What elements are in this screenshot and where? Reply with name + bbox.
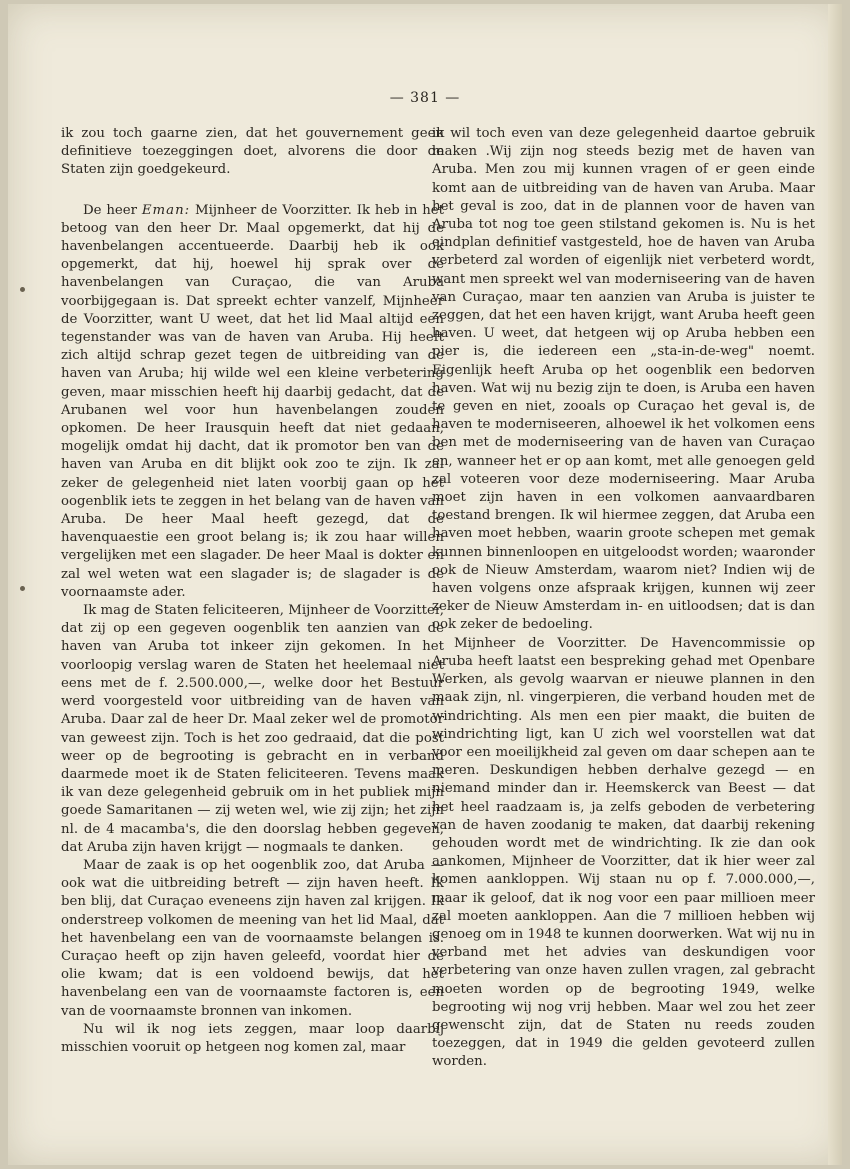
margin-mark bbox=[20, 287, 25, 292]
paragraph: Mijnheer de Voorzitter. De Havencommissie op Aruba heeft laatst een bespreking gehad met Openbare Werken, als gevolg waarvan er nieuwe plannen in den maak zijn, nl. vingerpieren, die verband houden met de windrichting. Als men een pier maakt, die buiten de windrichting ligt, kan U zich wel voorstellen wat dat voor een moeilijkheid zal geven om daar schepen aan te meren. Deskundigen hebben derhalve gezegd — en niemand minder dan ir. Heemskerck van Beest — dat het heel raadzaam is, ja zelfs geboden de verbetering van de haven zoodanig te maken, dat daarbij rekening gehouden wordt met de windrichting. Ik zie dan ook aankomen, Mijnheer de Voorzitter, dat ik hier weer zal komen aankloppen. Wij staan nu op f. 7.000.000,—, maar ik geloof, dat ik nog voor een paar millioen meer zal moeten aankloppen. Aan die 7 millioen hebben wij genoeg om in 1948 te kunnen doorwerken. Wat wij nu in verband met het advies van deskundigen voor verbetering van onze haven zullen vragen, zal gebracht moeten worden op de begrooting 1949, welke begrooting wij nog vrij hebben. Maar wel zou het zeer gewenscht zijn, dat de Staten nu reeds zouden toezeggen, dat in 1949 die gelden gevoteerd zullen worden. bbox=[432, 635, 815, 1070]
document-page bbox=[8, 4, 842, 1165]
paragraph: Maar de zaak is op het oogenblik zoo, dat Aruba — ook wat die uitbreiding betreft — zijn haven heeft. Ik ben blij, dat Curaçao eveneens zijn haven zal krijgen. Ik onderstreep volkomen de meening van het lid Maal, dat het havenbelang een van de voornaamste belangen is. Curaçao heeft op zijn haven geleefd, voordat hier de olie kwam; dat is een voldoend bewijs, dat het havenbelang een van de voornaamste factoren is, een van de voornaamste bronnen van inkomen. bbox=[61, 857, 444, 1019]
paragraph: Nu wil ik nog iets zeggen, maar loop daarbij misschien vooruit op hetgeen nog komen zal, maar bbox=[61, 1021, 444, 1055]
page-number: — 381 — bbox=[389, 90, 461, 106]
page-edge bbox=[828, 4, 842, 1165]
paragraph: Ik mag de Staten feliciteeren, Mijnheer de Voorzitter, dat zij op een gegeven oogenblik ten aanzien van de haven van Aruba tot inkeer zijn gekomen. In het voorloopig verslag waren de Staten het heelemaal niet eens met de f. 2.500.000,—, welke door het Bestuur werd voorgesteld voor uitbreiding van de haven van Aruba. Daar zal de heer Dr. Maal zeker wel de promotor van geweest zijn. Toch is het zoo gedraaid, dat die post weer op de begrooting is gebracht en in verband daarmede moet ik de Staten feliciteeren. Tevens maak ik van deze gelegenheid gebruik om in het publiek mijn goede Samaritanen — zij weten wel, wie zij zijn; het zijn nl. de 4 macamba's, die den doorslag hebben gegeven, dat Aruba zijn haven krijgt — nogmaals te danken. bbox=[61, 603, 444, 855]
margin-mark bbox=[20, 586, 25, 591]
speaker-name: Eman: bbox=[141, 202, 191, 218]
speaker-prefix: De heer bbox=[83, 202, 138, 218]
paragraph: ik zou toch gaarne zien, dat het gouvernement geen definitieve toezeggingen doet, alvorens die door de Staten zijn goedgekeurd. bbox=[61, 126, 444, 178]
speech-text: Mijnheer de Voorzitter. Ik heb in het betoog van den heer Dr. Maal opgemerkt, dat hij de havenbelangen accentueerde. Daarbij heb ik ook opgemerkt, dat hij, hoewel hij sprak over de havenbelangen van Curaçao, die van Aruba voorbijgegaan is. Dat spreekt echter vanzelf, Mijnheer de Voorzitter, want U weet, dat het lid Maal altijd een tegenstander was van de haven van Aruba. Hij heeft zich altijd schrap gezet tegen de uitbreiding van de haven van Aruba; hij wilde wel een kleine verbetering geven, maar misschien heeft hij daarbij gedacht, dat de Arubanen wel voor hun havenbelangen zouden opkomen. De heer Irausquin heeft dat niet gedaan, mogelijk omdat hij dacht, dat ik promotor ben van de haven van Aruba en dit blijkt ook zoo te zijn. Ik zal zeker de gelegenheid niet laten voorbij gaan op het oogenblik iets te zeggen in het belang van de haven van Aruba. De heer Maal heeft gezegd, dat de havenquaestie een groot belang is; ik zou haar willen vergelijken met een slagader. De heer Maal is dokter en zal wel weten wat een slagader is; de slagader is de voornaamste ader. bbox=[61, 202, 444, 600]
right-column bbox=[432, 125, 815, 1072]
speaker-paragraph bbox=[61, 202, 444, 602]
paragraph: ik wil toch even van deze gelegenheid daartoe gebruik maken .Wij zijn nog steeds bezig met de haven van Aruba. Men zou mij kunnen vragen of er geen einde komt aan de uitbreiding van de haven van Aruba. Maar het geval is zoo, dat in de plannen voor de haven van Aruba tot nog toe geen stilstand gekomen is. Nu is het eindplan definitief vastgesteld, hoe de haven van Aruba verbeterd zal worden of eigenlijk niet verbeterd wordt, want men spreekt wel van moderniseering van de haven van Curaçao, maar ten aanzien van Aruba is juister te zeggen, dat het een haven krijgt, want Aruba heeft geen haven. U weet, dat hetgeen wij op Aruba hebben een pier is, die iedereen een „sta-in-de-weg" noemt. Eigenlijk heeft Aruba op het oogenblik een bedorven haven. Wat wij nu bezig zijn te doen, is Aruba een haven te geven en niet, zooals op Curaçao het geval is, de haven te moderniseeren, alhoewel ik het volkomen eens ben met de moderniseering van de haven van Curaçao en, wanneer het er op aan komt, met alle genoegen geld zal voteeren voor deze moderniseering. Maar Aruba moet zijn haven in een volkomen aanvaardbaren toestand brengen. Ik wil hiermee zeggen, dat Aruba een haven moet hebben, waarin groote schepen met gemak kunnen binnenloopen en uitgeloodst worden; waaronder ook de Nieuw Amsterdam, waarom niet? Indien wij de haven volgens onze afspraak krijgen, kunnen wij zeer zeker de Nieuw Amsterdam in- en uitloodsen; dat is dan ook zeker de bedoeling. bbox=[432, 126, 815, 633]
left-column bbox=[61, 125, 444, 1057]
